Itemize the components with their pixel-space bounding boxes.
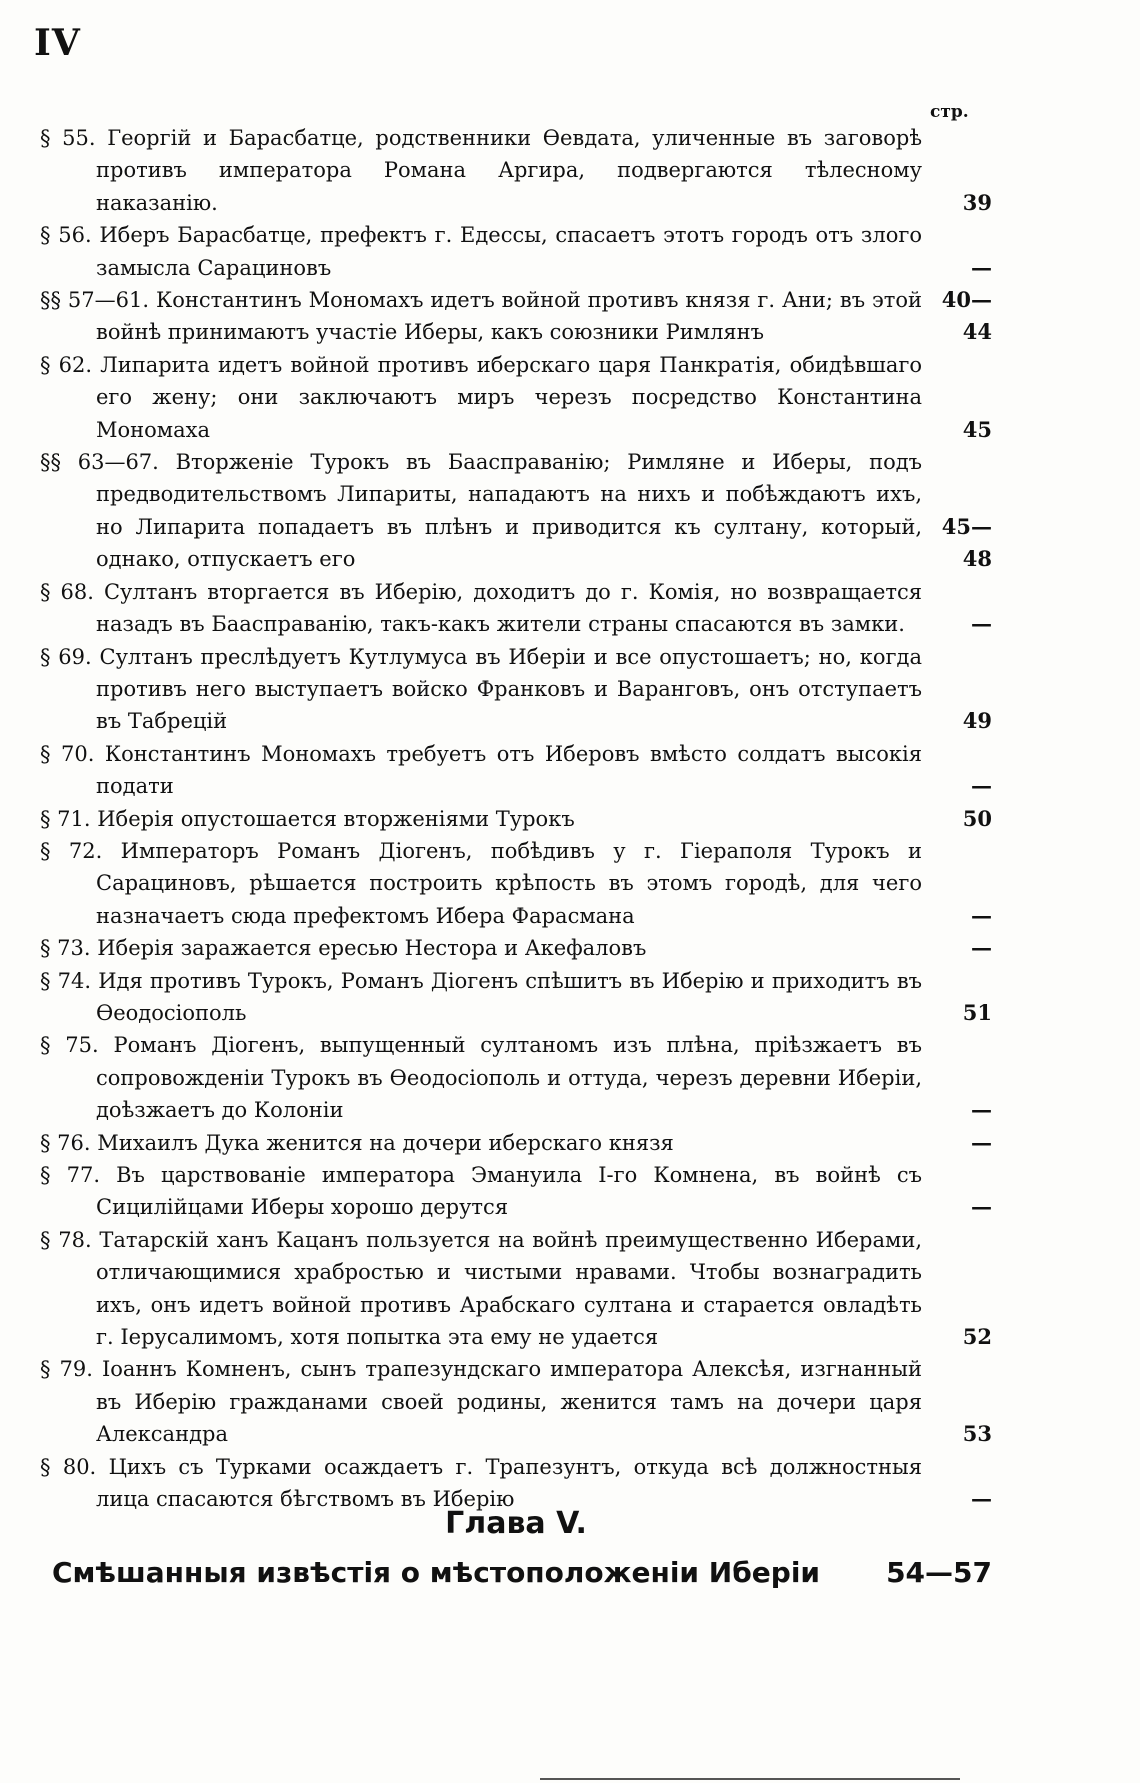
toc-entry-text: § 70. Константинъ Мономахъ требуетъ отъ Иберовъ вмѣсто солдатъ высокія подати	[40, 741, 922, 799]
toc-entry-text: § 68. Султанъ вторгается въ Иберію, доходитъ до г. Комія, но возвращается назадъ въ Баасправанію, такъ-какъ жители страны спасаются въ замки.	[40, 579, 922, 637]
toc-entry-text: § 72. Императоръ Романъ Діогенъ, побѣдивъ у г. Гіераполя Турокъ и Сарациновъ, рѣшается построить крѣпость въ этомъ городѣ, для чего назначаетъ сюда префектомъ Ибера Фарасмана	[40, 838, 922, 928]
toc-entry-page: 53	[962, 1421, 992, 1447]
toc-entry-text: § 77. Въ царствованіе императора Эмануила І-го Комнена, въ войнѣ съ Сицилійцами Иберы хорошо дерутся	[40, 1163, 922, 1220]
toc-entry-text: § 75. Романъ Діогенъ, выпущенный султаномъ изъ плѣна, пріѣзжаетъ въ сопровожденіи Турокъ въ Ѳеодосіополь и оттуда, черезъ деревни Иберіи, доѣзжаетъ до Колоніи	[40, 1033, 922, 1123]
toc-entry-page: 45—48	[941, 513, 992, 572]
toc-entry-text: § 80. Цихъ съ Турками осаждаетъ г. Трапезунтъ, откуда всѣ должностныя лица спасаются бѣгствомъ въ Иберію	[40, 1454, 922, 1512]
toc-entry-text: §§ 57—61. Константинъ Мономахъ идетъ войной противъ князя г. Ани; въ этой войнѣ принимаютъ участіе Иберы, какъ союзники Римлянъ	[40, 288, 922, 345]
page-column-header: стр.	[930, 102, 969, 122]
toc-entry-page: —	[971, 1486, 992, 1512]
toc-entry-page: 49	[962, 708, 992, 734]
toc-entry-page: —	[971, 1129, 992, 1155]
toc-entry	[40, 1029, 992, 1126]
toc-entry	[40, 1224, 992, 1354]
chapter-pages: 54—57	[886, 1556, 992, 1589]
toc-entry-text: § 69. Султанъ преслѣдуетъ Кутлумуса въ Иберіи и все опустошаетъ; но, когда противъ него выступаетъ войско Франковъ и Варанговъ, онъ отступаетъ въ Табрецій	[40, 644, 922, 734]
toc-entry-page: —	[971, 254, 992, 280]
toc-entry-page: —	[971, 1097, 992, 1123]
table-of-contents	[40, 122, 992, 1515]
toc-entry	[40, 1353, 992, 1450]
toc-entry	[40, 349, 992, 446]
toc-entry	[40, 835, 992, 932]
toc-entry	[40, 284, 992, 349]
toc-entry-text: § 76. Михаилъ Дука женится на дочери иберскаго князя	[40, 1130, 674, 1155]
toc-entry	[40, 576, 992, 641]
toc-entry	[40, 803, 992, 835]
toc-entry-page: —	[971, 1194, 992, 1220]
toc-entry-text: §§ 63—67. Вторженіе Турокъ въ Баасправанію; Римляне и Иберы, подъ предводительствомъ Липариты, нападаютъ на нихъ и побѣждаютъ ихъ, но Липарита попадаетъ въ плѣнъ и приводится къ султану, который, однако, отпускаетъ его	[40, 450, 922, 572]
toc-entry	[40, 932, 992, 964]
toc-entry	[40, 641, 992, 738]
toc-entry-text: § 74. Идя противъ Турокъ, Романъ Діогенъ спѣшитъ въ Иберію и приходитъ въ Ѳеодосіополь	[40, 968, 922, 1025]
chapter-title: Смѣшанныя извѣстія о мѣстоположеніи Иберіи	[52, 1556, 821, 1589]
toc-entry-page: 52	[962, 1324, 992, 1350]
toc-entry	[40, 965, 992, 1030]
page-number: IV	[34, 22, 81, 64]
toc-entry-text: § 78. Татарскій ханъ Кацанъ пользуется на войнѣ преимущественно Иберами, отличающимися храбростью и чистыми нравами. Чтобы вознаградить ихъ, онъ идетъ войной противъ Арабскаго султана и старается овладѣть г. Іерусалимомъ, хотя попытка эта ему не удается	[40, 1227, 922, 1350]
toc-entry-page: —	[971, 773, 992, 799]
toc-entry-page: —	[971, 935, 992, 961]
toc-entry-page: 51	[962, 999, 992, 1025]
toc-entry	[40, 219, 992, 284]
toc-entry-text: § 56. Иберъ Барасбатце, префектъ г. Едессы, спасаетъ этотъ городъ отъ злого замысла Сарациновъ	[40, 223, 922, 280]
toc-entry-page: —	[971, 611, 992, 637]
bottom-rule	[540, 1778, 960, 1780]
toc-entry	[40, 1159, 992, 1224]
toc-entry-text: § 55. Георгій и Барасбатце, родственники Ѳевдата, уличенные въ заговорѣ противъ императора Романа Аргира, подвергаются тѣлесному наказанію.	[40, 126, 922, 215]
toc-entry	[40, 1127, 992, 1159]
toc-entry-page: 40—44	[941, 287, 992, 345]
toc-entry-page: 45	[962, 416, 992, 442]
chapter-heading: Глава V.	[445, 1506, 587, 1541]
toc-entry-text: § 62. Липарита идетъ войной противъ иберскаго царя Панкратія, обидѣвшаго его жену; они заключаютъ миръ черезъ посредство Константина Мономаха	[40, 352, 922, 442]
toc-entry-text: § 71. Иберія опустошается вторженіями Турокъ	[40, 806, 575, 831]
toc-entry-page: 39	[962, 189, 992, 215]
toc-entry-page: —	[971, 902, 992, 928]
toc-entry	[40, 738, 992, 803]
toc-entry	[40, 446, 992, 576]
chapter-entry	[52, 1556, 992, 1589]
toc-entry-text: § 79. Іоаннъ Комненъ, сынъ трапезундскаго императора Алексѣя, изгнанный въ Иберію гражданами своей родины, женится тамъ на дочери царя Александра	[40, 1357, 922, 1447]
toc-entry-page: 50	[962, 805, 992, 831]
toc-entry	[40, 122, 992, 219]
toc-entry-text: § 73. Иберія заражается ересью Нестора и Акефаловъ	[40, 936, 647, 961]
